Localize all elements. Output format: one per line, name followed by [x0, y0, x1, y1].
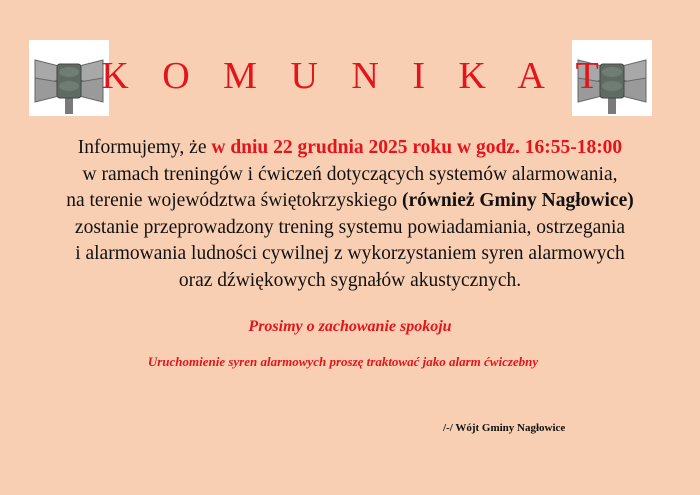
announcement-line: [20, 188, 680, 215]
date-time-highlight: w dniu 22 grudnia 2025 roku w godz. 16:55-18:00: [211, 137, 623, 158]
announcement-text: Informujemy, że: [77, 137, 212, 158]
page-title: K O M U N I K A T: [101, 55, 611, 97]
drill-notice: Uruchomienie syren alarmowych proszę traktować jako alarm ćwiczebny: [147, 354, 539, 369]
announcement-line: oraz dźwiękowych sygnałów akustycznych.: [178, 269, 522, 291]
calm-notice: Prosimy o zachowanie spokoju: [248, 318, 452, 335]
announcement-line: zostanie przeprowadzony trening systemu powiadamiania, ostrzegania: [74, 216, 626, 238]
announcement-body: [20, 135, 680, 294]
announcement-line: i alarmowania ludności cywilnej z wykorzystaniem syren alarmowych: [75, 243, 625, 264]
gmina-highlight: (również Gminy Nagłowice): [401, 190, 634, 211]
announcement-line: [20, 135, 680, 162]
announcement-text: na terenie województwa świętokrzyskiego: [66, 190, 402, 211]
announcement-line: w ramach treningów i ćwiczeń dotyczących systemów alarmowania,: [82, 163, 618, 185]
signature: /-/ Wójt Gminy Nagłowice: [443, 422, 566, 434]
